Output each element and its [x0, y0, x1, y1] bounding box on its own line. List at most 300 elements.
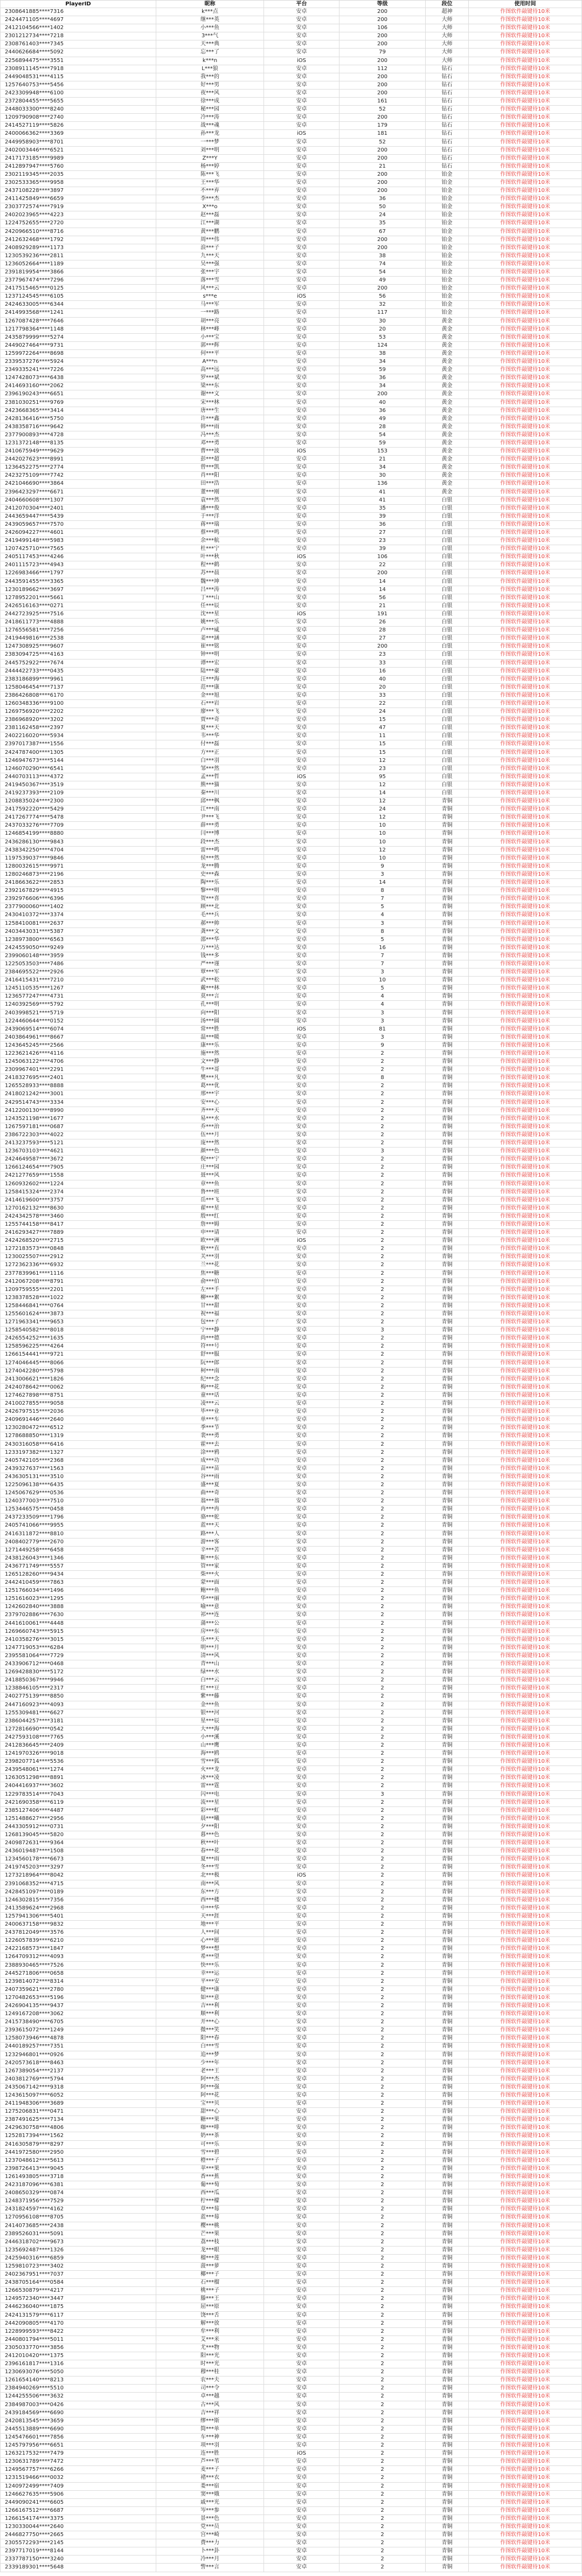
usage-time-cell: 作图软件敲键待10米 — [469, 944, 582, 952]
platform-cell: 安卓 — [264, 1082, 340, 1090]
player-id-cell: 1258046454****7137 — [0, 684, 156, 692]
nickname-cell: 阿***杰 — [156, 2076, 264, 2084]
rank-cell: 青铜 — [426, 2312, 469, 2320]
level-cell: 12 — [340, 757, 426, 765]
usage-time-cell: 作图软件敲键待10米 — [469, 749, 582, 757]
nickname-cell: 秦***川 — [156, 789, 264, 798]
table-row — [0, 1318, 582, 1327]
table-row — [0, 2409, 582, 2417]
level-cell: 23 — [340, 765, 426, 773]
level-cell: 2 — [340, 1693, 426, 1701]
rank-cell: 铂金 — [426, 285, 469, 293]
nickname-cell: 邓***勇 — [156, 439, 264, 448]
nickname-cell: 凌***云 — [156, 1400, 264, 1408]
usage-time-cell: 作图软件敲键待10米 — [469, 1050, 582, 1058]
nickname-cell: 3***气 — [156, 32, 264, 40]
player-id-cell: 1223621426****4116 — [0, 1050, 156, 1058]
table-row — [0, 724, 582, 732]
rank-cell: 青铜 — [426, 1384, 469, 1392]
rank-cell: 青铜 — [426, 2051, 469, 2059]
platform-cell: 安卓 — [264, 1815, 340, 1823]
player-id-cell: 1236577247****4731 — [0, 993, 156, 1001]
table-row — [0, 2271, 582, 2279]
rank-cell: 黄金 — [426, 472, 469, 480]
usage-time-cell: 作图软件敲键待10米 — [469, 2491, 582, 2499]
level-cell: 200 — [340, 57, 426, 65]
platform-cell: 安卓 — [264, 2328, 340, 2336]
level-cell: 2 — [340, 1986, 426, 1994]
player-id-cell: 2391068352****4715 — [0, 1880, 156, 1888]
usage-time-cell: 作图软件敲键待10米 — [469, 472, 582, 480]
usage-time-cell: 作图软件敲键待10米 — [469, 1587, 582, 1595]
platform-cell: 安卓 — [264, 1180, 340, 1189]
table-row — [0, 211, 582, 219]
rank-cell: 黄金 — [426, 326, 469, 334]
table-row — [0, 2002, 582, 2010]
level-cell: 2 — [340, 2556, 426, 2564]
platform-cell: 安卓 — [264, 73, 340, 81]
usage-time-cell: 作图软件敲键待10米 — [469, 90, 582, 98]
player-id-cell: 2416311872****8810 — [0, 1530, 156, 1538]
platform-cell: 安卓 — [264, 326, 340, 334]
platform-cell: 安卓 — [264, 139, 340, 147]
table-row — [0, 839, 582, 847]
table-row — [0, 1978, 582, 1986]
platform-cell: 安卓 — [264, 830, 340, 838]
player-id-cell: 1263217532****7479 — [0, 2450, 156, 2458]
level-cell: 2 — [340, 1205, 426, 1213]
table-row — [0, 895, 582, 903]
rank-cell: 黄金 — [426, 374, 469, 382]
level-cell: 2 — [340, 1962, 426, 1970]
platform-cell: 安卓 — [264, 2295, 340, 2303]
table-row — [0, 1563, 582, 1571]
level-cell: 200 — [340, 81, 426, 90]
nickname-cell: 江***南 — [156, 806, 264, 814]
nickname-cell: 覃***军 — [156, 968, 264, 977]
nickname-cell: 钱***多 — [156, 952, 264, 960]
platform-cell: 安卓 — [264, 1718, 340, 1726]
player-id-cell: 1260348336****9100 — [0, 700, 156, 708]
usage-time-cell: 作图软件敲键待10米 — [469, 16, 582, 24]
usage-time-cell: 作图软件敲键待10米 — [469, 1481, 582, 1489]
rank-cell: 青铜 — [426, 1734, 469, 1742]
nickname-cell: 顺***利 — [156, 2010, 264, 2018]
platform-cell: 安卓 — [264, 2263, 340, 2271]
table-row — [0, 2547, 582, 2556]
nickname-cell: 孔***明 — [156, 1001, 264, 1009]
nickname-cell: 屈***原 — [156, 2303, 264, 2311]
table-row — [0, 130, 582, 138]
table-row — [0, 1668, 582, 1677]
table-row — [0, 1123, 582, 1131]
table-row — [0, 732, 582, 740]
platform-cell: 安卓 — [264, 1441, 340, 1449]
rank-cell: 钻石 — [426, 130, 469, 138]
player-id-cell: 1232946801****0926 — [0, 2051, 156, 2059]
usage-time-cell: 作图软件敲键待10米 — [469, 1782, 582, 1790]
rank-cell: 青铜 — [426, 2108, 469, 2116]
platform-cell: 安卓 — [264, 163, 340, 171]
usage-time-cell: 作图软件敲键待10米 — [469, 1579, 582, 1587]
nickname-cell: 九***天 — [156, 252, 264, 260]
usage-time-cell: 作图软件敲键待10米 — [469, 2255, 582, 2263]
platform-cell: 安卓 — [264, 1986, 340, 1994]
player-id-cell: 2439327637****1563 — [0, 1465, 156, 1473]
level-cell: 20 — [340, 326, 426, 334]
nickname-cell: 方***正 — [156, 749, 264, 757]
table-row — [0, 1856, 582, 1864]
nickname-cell: 包***子 — [156, 1318, 264, 1327]
nickname-cell: 管***家 — [156, 1563, 264, 1571]
player-id-cell: 2449090241****6605 — [0, 2499, 156, 2507]
table-row — [0, 334, 582, 342]
level-cell: 38 — [340, 350, 426, 358]
platform-cell: 安卓 — [264, 2027, 340, 2035]
platform-cell: 安卓 — [264, 578, 340, 586]
rank-cell: 白银 — [426, 732, 469, 740]
nickname-cell: 阳***春 — [156, 2035, 264, 2043]
usage-time-cell: 作图软件敲键待10米 — [469, 2018, 582, 2027]
player-id-cell: 2430410372****3374 — [0, 911, 156, 919]
platform-cell: 安卓 — [264, 90, 340, 98]
nickname-cell: 东***方 — [156, 1888, 264, 1897]
nickname-cell: 孟***哲 — [156, 773, 264, 781]
platform-cell: 安卓 — [264, 1384, 340, 1392]
rank-cell: 青铜 — [426, 1001, 469, 1009]
usage-time-cell: 作图软件敲键待10米 — [469, 2206, 582, 2214]
platform-cell: 安卓 — [264, 1368, 340, 1376]
player-id-cell: 2388930465****7526 — [0, 1962, 156, 1970]
level-cell: 2 — [340, 1921, 426, 1929]
platform-cell: 安卓 — [264, 1726, 340, 1734]
player-id-cell: 2424787400****1305 — [0, 749, 156, 757]
nickname-cell: 农***夫 — [156, 2376, 264, 2385]
player-id-cell: 1245797956****6651 — [0, 2442, 156, 2450]
player-id-cell: 2386044257****3181 — [0, 1718, 156, 1726]
usage-time-cell: 作图软件敲键待10米 — [469, 1799, 582, 1807]
rank-cell: 青铜 — [426, 1156, 469, 1164]
usage-time-cell: 作图软件敲键待10米 — [469, 382, 582, 390]
platform-cell: 安卓 — [264, 2092, 340, 2100]
rank-cell: 大师 — [426, 32, 469, 40]
player-id-cell: 1251616023****1295 — [0, 1595, 156, 1603]
player-id-cell: 1240972499****7409 — [0, 2483, 156, 2491]
level-cell: 2 — [340, 1970, 426, 1978]
nickname-cell: 青***山 — [156, 1660, 264, 1668]
usage-time-cell: 作图软件敲键待10米 — [469, 439, 582, 448]
table-row — [0, 887, 582, 895]
usage-time-cell: 作图软件敲键待10米 — [469, 1660, 582, 1668]
level-cell: 200 — [340, 155, 426, 163]
usage-time-cell: 作图软件敲键待10米 — [469, 1237, 582, 1245]
rank-cell: 青铜 — [426, 1823, 469, 1831]
rank-cell: 钻石 — [426, 90, 469, 98]
player-id-cell: 2403864961****8667 — [0, 1034, 156, 1042]
nickname-cell: 蔡***鸣 — [156, 529, 264, 537]
usage-time-cell: 作图软件敲键待10米 — [469, 700, 582, 708]
table-row — [0, 448, 582, 456]
nickname-cell: 吕***涛 — [156, 586, 264, 594]
nickname-cell: 我***的 — [156, 73, 264, 81]
rank-cell: 青铜 — [426, 1986, 469, 1994]
nickname-cell: 石***榴 — [156, 2279, 264, 2287]
table-row — [0, 627, 582, 635]
nickname-cell: 齐***天 — [156, 1107, 264, 1115]
usage-time-cell: 作图软件敲键待10米 — [469, 480, 582, 488]
player-id-cell: 1267087428****7646 — [0, 318, 156, 326]
table-row — [0, 1685, 582, 1693]
level-cell: 2 — [340, 1579, 426, 1587]
nickname-cell: 高***远 — [156, 366, 264, 374]
player-id-cell: 2426094227****4601 — [0, 529, 156, 537]
usage-time-cell: 作图软件敲键待10米 — [469, 2401, 582, 2409]
level-cell: 106 — [340, 24, 426, 32]
usage-time-cell: 作图软件敲键待10米 — [469, 2393, 582, 2401]
nickname-cell: 时***光 — [156, 2360, 264, 2368]
rank-cell: 青铜 — [426, 1090, 469, 1098]
rank-cell: 超神 — [426, 8, 469, 16]
player-id-cell: 2430316058****6416 — [0, 1441, 156, 1449]
platform-cell: 安卓 — [264, 98, 340, 106]
platform-cell: 安卓 — [264, 1392, 340, 1400]
player-id-cell: 1240392569****5792 — [0, 1001, 156, 1009]
table-row — [0, 472, 582, 480]
usage-time-cell: 作图软件敲键待10米 — [469, 1970, 582, 1978]
nickname-cell: 颜***色 — [156, 1148, 264, 1156]
nickname-cell: 曲***奇 — [156, 1489, 264, 1497]
player-id-cell: 2410358276****3015 — [0, 1636, 156, 1644]
platform-cell: 安卓 — [264, 1897, 340, 1905]
platform-cell: 安卓 — [264, 814, 340, 822]
level-cell: 2 — [340, 1823, 426, 1831]
nickname-cell: 牛***哥 — [156, 1066, 264, 1074]
usage-time-cell: 作图软件敲键待10米 — [469, 1229, 582, 1237]
table-row — [0, 814, 582, 822]
usage-time-cell: 作图软件敲键待10米 — [469, 1644, 582, 1652]
platform-cell: 安卓 — [264, 1807, 340, 1815]
player-id-cell: 1269660743****5915 — [0, 1628, 156, 1636]
player-id-cell: 1246854199****8880 — [0, 830, 156, 838]
level-cell: 2 — [340, 2157, 426, 2165]
player-id-cell: 1274042280****5798 — [0, 1368, 156, 1376]
level-cell: 54 — [340, 269, 426, 277]
platform-cell: 安卓 — [264, 2002, 340, 2010]
player-id-cell: 2424268520****2715 — [0, 1237, 156, 1245]
nickname-cell: 乐***天 — [156, 1636, 264, 1644]
table-row — [0, 326, 582, 334]
player-id-cell: 2409691446****2640 — [0, 1416, 156, 1424]
usage-time-cell: 作图软件敲键待10米 — [469, 1432, 582, 1440]
rank-cell: 青铜 — [426, 2564, 469, 2572]
player-id-cell: 1263051298****8891 — [0, 1774, 156, 1782]
platform-cell: 安卓 — [264, 2393, 340, 2401]
rank-cell: 铂金 — [426, 203, 469, 211]
table-row — [0, 920, 582, 928]
usage-time-cell: 作图软件敲键待10米 — [469, 2368, 582, 2376]
nickname-cell: 韩***雨 — [156, 423, 264, 431]
rank-cell: 青铜 — [426, 1603, 469, 1611]
table-row — [0, 1628, 582, 1636]
usage-time-cell: 作图软件敲键待10米 — [469, 423, 582, 431]
player-id-cell: 2431824597****4162 — [0, 2206, 156, 2214]
rank-cell: 青铜 — [426, 1555, 469, 1563]
player-id-cell: 1272183573****0848 — [0, 1245, 156, 1253]
usage-time-cell: 作图软件敲键待10米 — [469, 407, 582, 415]
nickname-cell: 易***水 — [156, 1115, 264, 1123]
player-id-cell: 1272362336****6932 — [0, 1261, 156, 1269]
table-row — [0, 1343, 582, 1351]
level-cell: 3 — [340, 920, 426, 928]
table-row — [0, 513, 582, 521]
player-id-cell: 2436305131****3510 — [0, 1473, 156, 1481]
level-cell: 2 — [340, 1644, 426, 1652]
rank-cell: 铂金 — [426, 260, 469, 269]
nickname-cell: 麦***子 — [156, 2466, 264, 2474]
platform-cell: 安卓 — [264, 1514, 340, 1522]
table-row — [0, 114, 582, 122]
rank-cell: 青铜 — [426, 1099, 469, 1107]
level-cell: 2 — [340, 2035, 426, 2043]
rank-cell: 铂金 — [426, 269, 469, 277]
player-id-cell: 2421046690****3864 — [0, 480, 156, 488]
nickname-cell: 胡***亮 — [156, 318, 264, 326]
table-row — [0, 1937, 582, 1945]
platform-cell: 安卓 — [264, 985, 340, 993]
usage-time-cell: 作图软件敲键待10米 — [469, 724, 582, 732]
player-id-cell: 1264709312****4093 — [0, 1953, 156, 1961]
rank-cell: 白银 — [426, 676, 469, 684]
table-row — [0, 553, 582, 561]
nickname-cell: 山***鹰 — [156, 1742, 264, 1750]
platform-cell: 安卓 — [264, 16, 340, 24]
platform-cell: 安卓 — [264, 740, 340, 748]
platform-cell: 安卓 — [264, 1937, 340, 1945]
table-row — [0, 309, 582, 317]
level-cell: 2 — [340, 2059, 426, 2067]
player-id-cell: 1245476601****7856 — [0, 2434, 156, 2442]
player-id-cell: 1266154174****3375 — [0, 2515, 156, 2523]
level-cell: 2 — [340, 2206, 426, 2214]
player-id-cell: 2400637158****9832 — [0, 1921, 156, 1929]
nickname-cell: 北***极 — [156, 1872, 264, 1880]
usage-time-cell: 作图软件敲键待10米 — [469, 2084, 582, 2092]
usage-time-cell: 作图软件敲键待10米 — [469, 561, 582, 569]
rank-cell: 青铜 — [426, 1701, 469, 1709]
table-row — [0, 407, 582, 415]
player-id-cell: 2308641885****7316 — [0, 8, 156, 16]
usage-time-cell: 作图软件敲键待10米 — [469, 960, 582, 968]
table-row — [0, 1009, 582, 1018]
nickname-cell: 车***神 — [156, 2434, 264, 2442]
usage-time-cell: 作图软件敲键待10米 — [469, 2360, 582, 2368]
level-cell: 3 — [340, 1034, 426, 1042]
nickname-cell: 糖***果 — [156, 2116, 264, 2124]
platform-cell: 安卓 — [264, 879, 340, 887]
nickname-cell: 温***暖 — [156, 1034, 264, 1042]
rank-cell: 青铜 — [426, 2197, 469, 2206]
player-id-cell: 2411425849****6659 — [0, 195, 156, 203]
player-id-cell: 2396161817****1316 — [0, 2360, 156, 2368]
table-row — [0, 1880, 582, 1888]
rank-cell: 青铜 — [426, 2442, 469, 2450]
nickname-cell: 大***海 — [156, 1726, 264, 1734]
table-row — [0, 1050, 582, 1058]
platform-cell: 安卓 — [264, 586, 340, 594]
level-cell: 200 — [340, 32, 426, 40]
usage-time-cell: 作图软件敲键待10米 — [469, 1807, 582, 1815]
player-id-cell: 2425940316****6859 — [0, 2255, 156, 2263]
level-cell: 2 — [340, 1164, 426, 1172]
platform-cell: 安卓 — [264, 968, 340, 977]
rank-cell: 青铜 — [426, 1123, 469, 1131]
platform-cell: 安卓 — [264, 1978, 340, 1986]
rank-cell: 青铜 — [426, 1368, 469, 1376]
level-cell: 8 — [340, 887, 426, 895]
table-row — [0, 497, 582, 505]
player-id-cell: 2384695522****2926 — [0, 968, 156, 977]
platform-cell: 安卓 — [264, 2320, 340, 2328]
rank-cell: 青铜 — [426, 1392, 469, 1400]
platform-cell: 安卓 — [264, 2458, 340, 2466]
platform-cell: 安卓 — [264, 863, 340, 871]
table-row — [0, 1538, 582, 1547]
level-cell: 4 — [340, 911, 426, 919]
table-row — [0, 1815, 582, 1823]
level-cell: 2 — [340, 1709, 426, 1718]
platform-cell: 安卓 — [264, 228, 340, 236]
level-cell: 4 — [340, 1001, 426, 1009]
platform-cell: 安卓 — [264, 1294, 340, 1302]
table-row — [0, 81, 582, 90]
table-row — [0, 1327, 582, 1335]
nickname-cell: 平***安 — [156, 1978, 264, 1986]
table-row — [0, 350, 582, 358]
table-row — [0, 1205, 582, 1213]
rank-cell: 青铜 — [426, 2336, 469, 2344]
player-id-cell: 2412070304****2401 — [0, 505, 156, 513]
usage-time-cell: 作图软件敲键待10米 — [469, 114, 582, 122]
player-id-cell: 2417592220****5429 — [0, 806, 156, 814]
usage-time-cell: 作图软件敲键待10米 — [469, 342, 582, 350]
rank-cell: 青铜 — [426, 2059, 469, 2067]
platform-cell: 安卓 — [264, 684, 340, 692]
rank-cell: 青铜 — [426, 1107, 469, 1115]
platform-cell: iOS — [264, 773, 340, 781]
usage-time-cell: 作图软件敲键待10米 — [469, 1595, 582, 1603]
usage-time-cell: 作图软件敲键待10米 — [469, 732, 582, 740]
usage-time-cell: 作图软件敲键待10米 — [469, 2499, 582, 2507]
nickname-cell: 叶***秋 — [156, 553, 264, 561]
level-cell: 200 — [340, 390, 426, 399]
player-id-cell: 2399060148****3959 — [0, 952, 156, 960]
level-cell: 2 — [340, 2238, 426, 2247]
platform-cell: 安卓 — [264, 179, 340, 187]
table-row — [0, 1351, 582, 1359]
rank-cell: 青铜 — [426, 1115, 469, 1123]
level-cell: 52 — [340, 106, 426, 114]
rank-cell: 青铜 — [426, 1481, 469, 1489]
usage-time-cell: 作图软件敲键待10米 — [469, 163, 582, 171]
player-id-cell: 2418850367****9946 — [0, 1677, 156, 1685]
player-id-cell: 2392167829****4915 — [0, 887, 156, 895]
platform-cell: 安卓 — [264, 1310, 340, 1318]
level-cell: 67 — [340, 228, 426, 236]
platform-cell: 安卓 — [264, 236, 340, 244]
nickname-cell: 椰***子 — [156, 2271, 264, 2279]
player-id-cell: 2398726413****9045 — [0, 2165, 156, 2173]
player-id-cell: 1280246873****2196 — [0, 871, 156, 879]
